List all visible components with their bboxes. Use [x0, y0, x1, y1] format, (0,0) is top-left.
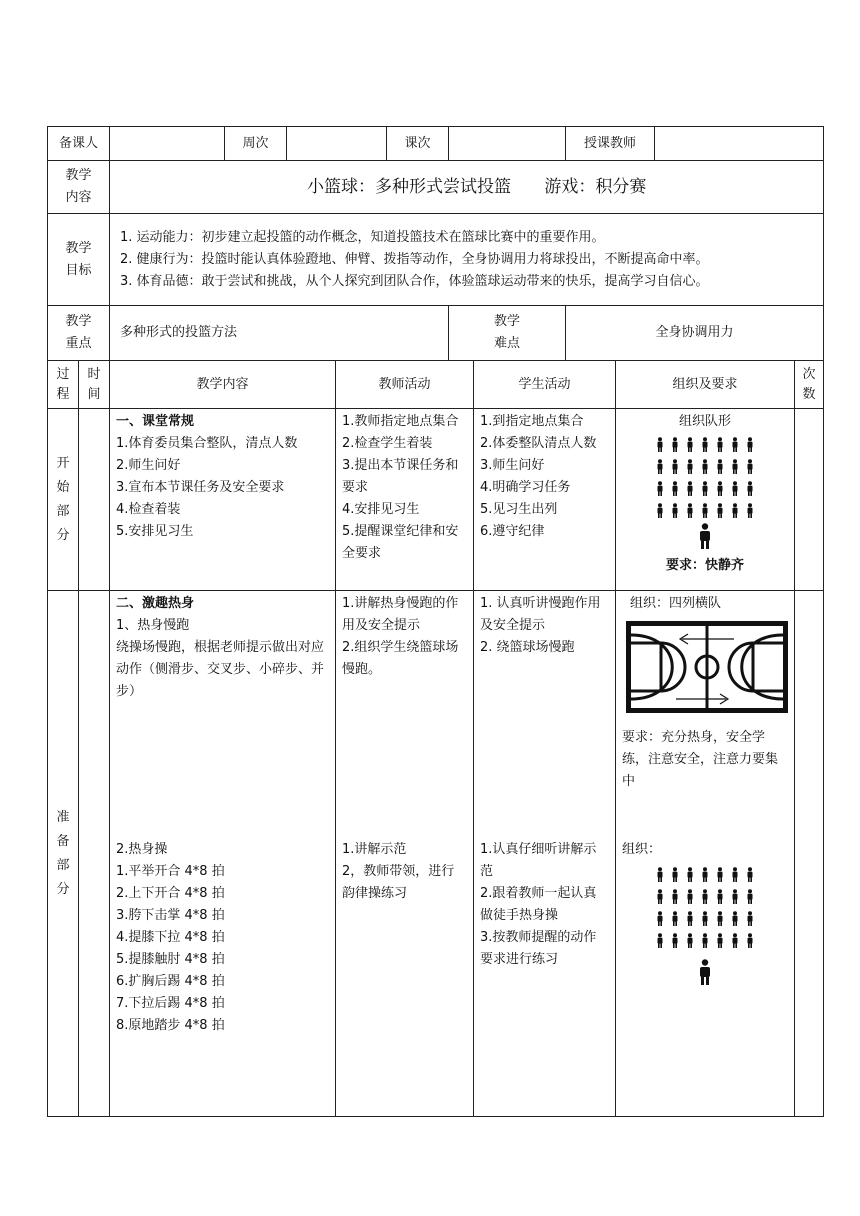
- student-icon: [728, 437, 743, 453]
- key-value: 多种形式的投篮方法: [110, 306, 449, 361]
- prep-content: [110, 591, 336, 1117]
- col-org: 组织及要求: [616, 361, 795, 409]
- student-icon: [668, 481, 683, 497]
- list-item: 1.平举开合 4*8 拍: [116, 864, 225, 879]
- difficulty-label: 教学难点: [449, 306, 566, 361]
- student-icon: [668, 867, 683, 883]
- student-icon: [728, 503, 743, 519]
- start-content: [110, 409, 336, 591]
- student-icon: [728, 459, 743, 475]
- student-icon: [698, 889, 713, 905]
- list-item: 6.遵守纪律: [480, 524, 545, 539]
- student-icon: [743, 503, 758, 519]
- list-item: 2.跟着教师一起认真做徒手热身操: [480, 886, 597, 923]
- lesson-label: 课次: [387, 127, 449, 161]
- student-icon: [683, 503, 698, 519]
- student-icon: [653, 503, 668, 519]
- student-icon: [743, 933, 758, 949]
- formation-start: [616, 437, 794, 519]
- teacher-icon: [698, 959, 712, 985]
- list-item: 4.提膝下拉 4*8 拍: [116, 930, 225, 945]
- lesson-header-table: [47, 126, 824, 361]
- lesson-process-table: [47, 360, 824, 1117]
- list-item: 1.体育委员集合整队，清点人数: [116, 436, 298, 451]
- phase-start: 开始部分: [48, 409, 79, 591]
- key-label: 教学重点: [48, 306, 110, 361]
- time-prep: [79, 591, 110, 1117]
- lesson-value: [449, 127, 566, 161]
- list-item: 8.原地踏步 4*8 拍: [116, 1018, 225, 1033]
- student-icon: [728, 867, 743, 883]
- start-org: [616, 409, 795, 591]
- prep-org-title-1: 组织：四列横队: [630, 596, 722, 611]
- student-icon: [698, 481, 713, 497]
- list-item: 2. 绕篮球场慢跑: [480, 640, 575, 655]
- list-item: 6.扩胸后踢 4*8 拍: [116, 974, 225, 989]
- student-icon: [653, 889, 668, 905]
- times-start: [795, 409, 824, 591]
- preparer-label: 备课人: [48, 127, 110, 161]
- student-icon: [743, 459, 758, 475]
- student-icon: [683, 889, 698, 905]
- student-icon: [713, 503, 728, 519]
- basketball-court: [626, 621, 794, 721]
- student-icon: [728, 889, 743, 905]
- student-icon: [653, 481, 668, 497]
- list-item: 2.师生问好: [116, 458, 181, 473]
- list-item: 3.师生问好: [480, 458, 545, 473]
- list-item: 2.检查学生着装: [342, 436, 433, 451]
- student-icon: [653, 867, 668, 883]
- preparer-value: [110, 127, 225, 161]
- goal-list: [110, 214, 824, 306]
- col-time: 时间: [79, 361, 110, 409]
- student-icon: [743, 481, 758, 497]
- student-icon: [713, 867, 728, 883]
- phase-prep: 准备部分: [48, 591, 79, 1117]
- student-icon: [728, 481, 743, 497]
- start-org-title: 组织队形: [678, 414, 731, 429]
- list-item: 2.体委整队清点人数: [480, 436, 597, 451]
- list-item: 3.提出本节课任务和要求: [342, 458, 459, 495]
- prep-org-requirement-1: 要求：充分热身，安全学练，注意安全，注意力要集中: [622, 730, 779, 789]
- content-title: 小篮球：多种形式尝试投篮: [307, 177, 511, 197]
- student-icon: [653, 933, 668, 949]
- student-icon: [668, 459, 683, 475]
- student-icon: [713, 437, 728, 453]
- teacher-icon: [698, 523, 712, 549]
- student-icon: [683, 437, 698, 453]
- list-item: 2.组织学生绕篮球场慢跑。: [342, 640, 459, 677]
- prep-content-desc: 绕操场慢跑，根据老师提示做出对应动作（侧滑步、交叉步、小碎步、并步）: [116, 640, 325, 699]
- student-icon: [653, 911, 668, 927]
- prep-content-sub-2: 2.热身操: [116, 842, 168, 857]
- student-icon: [698, 933, 713, 949]
- student-icon: [698, 459, 713, 475]
- list-item: 1. 认真听讲慢跑作用及安全提示: [480, 596, 601, 633]
- start-student: [474, 409, 616, 591]
- formation-prep: [616, 867, 794, 949]
- content-label: 教学内容: [48, 161, 110, 214]
- list-item: 1.到指定地点集合: [480, 414, 584, 429]
- student-icon: [683, 933, 698, 949]
- times-prep: [795, 591, 824, 1117]
- student-icon: [668, 933, 683, 949]
- student-icon: [683, 481, 698, 497]
- list-item: 3.宣布本节课任务及安全要求: [116, 480, 285, 495]
- list-item: 5.安排见习生: [116, 524, 194, 539]
- student-icon: [713, 481, 728, 497]
- list-item: 4.检查着装: [116, 502, 181, 517]
- col-times: 次数: [795, 361, 824, 409]
- student-icon: [698, 867, 713, 883]
- list-item: 3.胯下击掌 4*8 拍: [116, 908, 225, 923]
- time-start: [79, 409, 110, 591]
- col-student: 学生活动: [474, 361, 616, 409]
- start-teacher: [336, 409, 474, 591]
- goal-label: 教学目标: [48, 214, 110, 306]
- teacher-label: 授课教师: [566, 127, 655, 161]
- student-icon: [713, 889, 728, 905]
- list-item: 1.讲解热身慢跑的作用及安全提示: [342, 596, 459, 633]
- student-icon: [653, 459, 668, 475]
- start-content-title: 一、课堂常规: [116, 414, 195, 429]
- student-icon: [668, 437, 683, 453]
- list-item: 3.按教师提醒的动作要求进行练习: [480, 930, 597, 967]
- student-icon: [743, 889, 758, 905]
- student-icon: [698, 437, 713, 453]
- prep-org: [616, 591, 795, 1117]
- prep-teacher: [336, 591, 474, 1117]
- prep-content-title: 二、激趣热身: [116, 596, 195, 611]
- student-icon: [683, 911, 698, 927]
- goal-item: 2. 健康行为：投篮时能认真体验蹬地、伸臂、拨指等动作，全身协调用力将球投出，不断提高命中率。: [120, 251, 709, 267]
- content-title-cell: [110, 161, 824, 214]
- student-icon: [743, 867, 758, 883]
- teacher-figure: [616, 523, 794, 549]
- list-item: 7.下拉后踢 4*8 拍: [116, 996, 225, 1011]
- prep-student: [474, 591, 616, 1117]
- goal-item: 3. 体育品德：敢于尝试和挑战，从个人探究到团队合作，体验篮球运动带来的快乐，提高学习自信心。: [120, 273, 709, 289]
- list-item: 5.见习生出列: [480, 502, 558, 517]
- content-game: 游戏：积分赛: [544, 177, 647, 197]
- student-icon: [683, 459, 698, 475]
- student-icon: [728, 933, 743, 949]
- teacher-figure: [616, 959, 794, 985]
- list-item: 2.上下开合 4*8 拍: [116, 886, 225, 901]
- list-item: 4.明确学习任务: [480, 480, 571, 495]
- student-icon: [698, 911, 713, 927]
- student-icon: [668, 503, 683, 519]
- teacher-value: [655, 127, 824, 161]
- student-icon: [743, 437, 758, 453]
- list-item: 2，教师带领，进行韵律操练习: [342, 864, 455, 901]
- week-label: 周次: [225, 127, 287, 161]
- week-value: [287, 127, 387, 161]
- basketball-court-icon: [626, 621, 788, 713]
- goal-item: 1. 运动能力：初步建立起投篮的动作概念，知道投篮技术在篮球比赛中的重要作用。: [120, 229, 605, 245]
- list-item: 1.认真仔细听讲解示范: [480, 842, 597, 879]
- list-item: 1.讲解示范: [342, 842, 407, 857]
- col-teacher: 教师活动: [336, 361, 474, 409]
- start-org-requirement: 要求：快静齐: [665, 558, 744, 573]
- student-icon: [713, 911, 728, 927]
- student-icon: [668, 889, 683, 905]
- student-icon: [698, 503, 713, 519]
- list-item: 4.安排见习生: [342, 502, 420, 517]
- col-content: 教学内容: [110, 361, 336, 409]
- student-icon: [713, 459, 728, 475]
- difficulty-value: 全身协调用力: [566, 306, 824, 361]
- prep-content-sub: 1、热身慢跑: [116, 618, 190, 633]
- student-icon: [683, 867, 698, 883]
- list-item: 5.提膝触肘 4*8 拍: [116, 952, 225, 967]
- list-item: 1.教师指定地点集合: [342, 414, 459, 429]
- list-item: 5.提醒课堂纪律和安全要求: [342, 524, 459, 561]
- student-icon: [728, 911, 743, 927]
- student-icon: [743, 911, 758, 927]
- prep-org-title-2: 组织：: [622, 842, 662, 857]
- col-process: 过程: [48, 361, 79, 409]
- student-icon: [668, 911, 683, 927]
- student-icon: [713, 933, 728, 949]
- student-icon: [653, 437, 668, 453]
